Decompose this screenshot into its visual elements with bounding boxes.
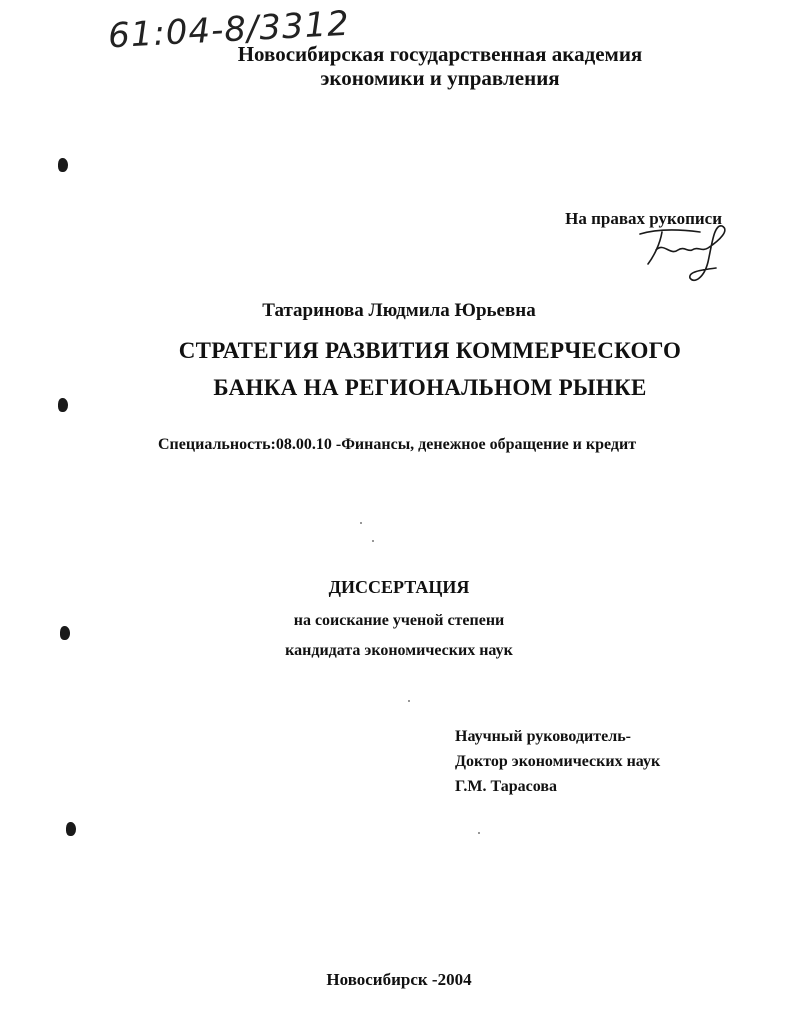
- dissertation-heading: ДИССЕРТАЦИЯ: [328, 577, 470, 597]
- advisor-role: Научный руководитель-: [455, 728, 631, 745]
- title-line-1: СТРАТЕГИЯ РАЗВИТИЯ КОММЕРЧЕСКОГО: [178, 338, 682, 363]
- institution-name: [200, 42, 680, 90]
- punch-hole-mark: [58, 398, 68, 412]
- scan-speck: [408, 700, 410, 702]
- advisor-degree: Доктор экономических наук: [455, 753, 661, 770]
- degree-line-1: на соискание ученой степени: [293, 612, 505, 629]
- institution-line-1: Новосибирская государственная академия: [237, 42, 643, 66]
- city-year: Новосибирск -2004: [326, 970, 472, 989]
- degree-block: [0, 606, 798, 666]
- archive-code-handwritten: 61:04-8/3312: [107, 3, 351, 57]
- scan-speck: [360, 522, 362, 524]
- punch-hole-mark: [58, 158, 68, 172]
- advisor-block: [455, 724, 660, 799]
- punch-hole-mark: [60, 626, 70, 640]
- specialty-line: Специальность:08.00.10 -Финансы, денежное обращение и кредит: [158, 436, 637, 453]
- dissertation-title: [120, 332, 740, 406]
- degree-line-2: кандидата экономических наук: [285, 642, 513, 659]
- scan-speck: [478, 832, 480, 834]
- scan-speck: [372, 540, 374, 542]
- title-line-2: БАНКА НА РЕГИОНАЛЬНОМ РЫНКЕ: [213, 375, 647, 400]
- author-signature: [630, 222, 740, 288]
- author-name: Татаринова Людмила Юрьевна: [262, 300, 536, 321]
- advisor-name: Г.М. Тарасова: [455, 778, 557, 795]
- institution-line-2: экономики и управления: [320, 66, 560, 90]
- rights-notice: На правах рукописи: [565, 209, 722, 228]
- punch-hole-mark: [66, 822, 76, 836]
